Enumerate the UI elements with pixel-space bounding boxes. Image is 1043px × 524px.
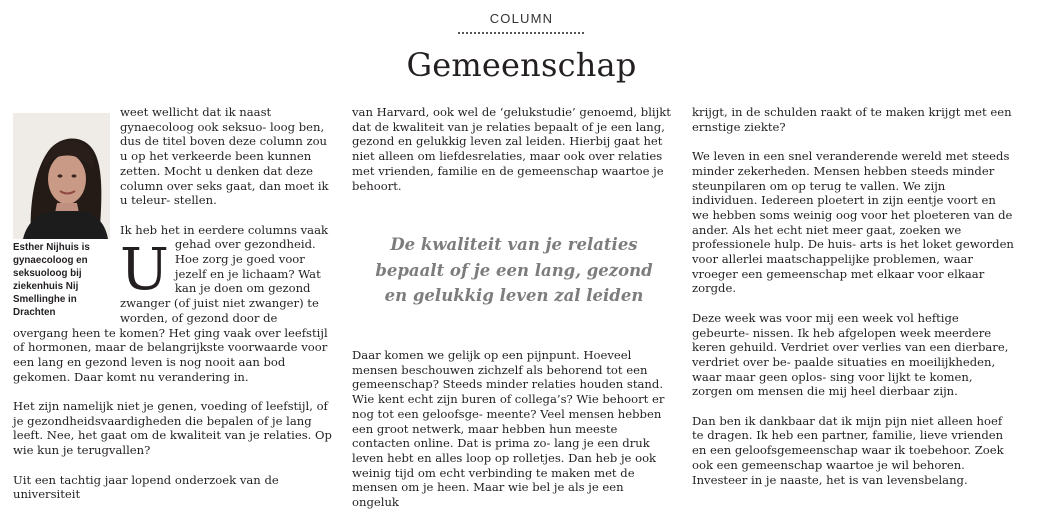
paragraph: Het zijn namelijk niet je genen, voeding of leefstijl, of je gezondheidsvaardigheden die bepalen of je lang leeft. Nee, het gaat om de kwaliteit van je relaties. Op wie kun je terugvallen? bbox=[13, 399, 332, 458]
author-photo bbox=[13, 113, 110, 239]
article-title: Gemeenschap bbox=[406, 46, 637, 84]
paragraph: Ik heb het in eerdere columns vaak gehad over gezondheid. Hoe zorg je goed voor jezelf en je lichaam? Wat kan je doen om gezond zwanger (of juist niet zwanger) te worden, of gezond door de overgang heen te komen? Het ging vaak over leefstijl of hormonen, maar de belangrijkste voorwaarde voor een lang en gezond leven is nog nooit aan bod gekomen. Daar komt nu verandering in. bbox=[13, 222, 329, 384]
paragraph: Daar komen we gelijk op een pijnpunt. Hoeveel mensen beschouwen zichzelf als behorend tot een gemeenschap? Steeds minder relaties houden stand. Wie kent echt zijn buren of collega’s? Wie behoort er nog tot een geloofsge- meente? Veel mensen hebben een groot netwerk, maar hebben hun meeste contacten online. Dat is prima zo- lang je een druk leven hebt en alles loop op rolletjes. Dan heb je ook weinig tijd om echt verbinding te maken met de mensen om je heen. Maar wie bel je als je een ongeluk bbox=[352, 348, 665, 510]
paragraph: Dan ben ik dankbaar dat ik mijn pijn niet alleen hoef te dragen. Ik heb een partner, familie, lieve vrienden en een geloofsgemeenschap waar ik toebehoor. Zoek ook een gemeenschap waartoe je wil behoren. Investeer in je naaste, het is van levensbelang. bbox=[692, 413, 1004, 487]
paragraph: Uit een tachtig jaar lopend onderzoek van de universiteit bbox=[13, 472, 279, 502]
author-portrait-image bbox=[13, 113, 110, 239]
section-kicker: COLUMN bbox=[489, 11, 554, 26]
column-1 bbox=[13, 105, 335, 517]
paragraph: krijgt, in de schulden raakt of te maken krijgt met een ernstige ziekte? bbox=[692, 105, 1012, 134]
column-2 bbox=[352, 105, 674, 208]
paragraph: weet wellicht dat ik naast gynaecoloog ook seksuo- loog ben, dus de titel boven deze column zou u op het verkeerde been kunnen zetten. Mocht u denken dat deze column over seks gaat, dan moet ik u teleur- stellen. bbox=[120, 105, 329, 208]
kicker-divider bbox=[458, 32, 584, 34]
paragraph: van Harvard, ook wel de ‘gelukstudie’ genoemd, blijkt dat de kwaliteit van je relaties bepaalt of je een lang, gezond en gelukkig leven zal leiden. Hierbij gaat het niet alleen om liefdesrelaties, maar ook over relaties met vrienden, familie en de gemeenschap waartoe je behoort. bbox=[352, 105, 671, 193]
pull-quote: De kwaliteit van je relaties bepaalt of je een lang, gezond en gelukkig leven zal leiden bbox=[375, 235, 653, 305]
column-2-continued bbox=[352, 348, 674, 524]
author-caption: Esther Nijhuis is gynaecoloog en seksuoloog bij ziekenhuis Nij Smellinghe in Drachten bbox=[13, 242, 90, 318]
paragraph: We leven in een snel veranderende wereld met steeds minder zekerheden. Mensen hebben steeds minder steunpilaren om op terug te vallen. We zijn individuen. Iedereen ploetert in zijn eentje voort en we hebben soms weinig oog voor het ploeteren van de ander. Als het echt niet meer gaat, zoeken we professionele hulp. De huis- arts is het loket geworden voor allerlei maatschappelijke problemen, waar vroeger een gemeenschap met elkaar voor elkaar zorgde. bbox=[692, 149, 1014, 296]
drop-cap: U bbox=[120, 235, 169, 303]
column-3 bbox=[692, 105, 1014, 502]
paragraph: Deze week was voor mij een week vol heftige gebeurte- nissen. Ik heb afgelopen week meerdere keren gehuild. Verdriet over verlies van een dierbare, verdriet over be- paalde situaties en moeilijkheden, waar maar geen oplos- sing voor lijkt te komen, zorgen om mensen die mij heel dierbaar zijn. bbox=[692, 310, 1009, 399]
